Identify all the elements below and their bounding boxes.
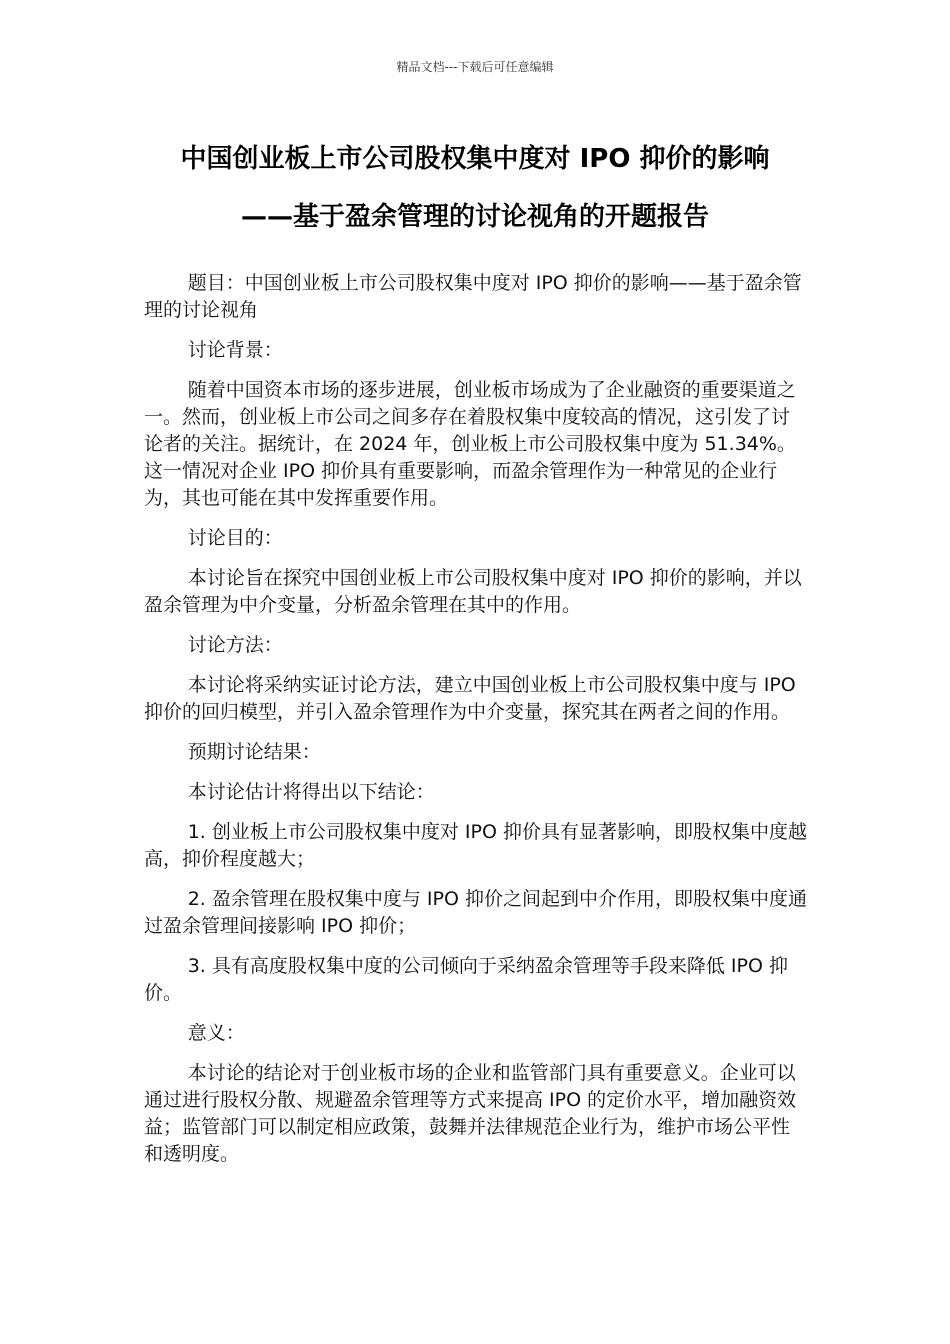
- paragraph-purpose: 本讨论旨在探究中国创业板上市公司股权集中度对 IPO 抑价的影响，并以盈余管理为中介变量，分析盈余管理在其中的作用。: [144, 567, 802, 616]
- paragraph-expected-intro: 本讨论估计将得出以下结论：: [187, 781, 435, 803]
- document-body: [144, 270, 808, 1181]
- document-title-line-1: 中国创业板上市公司股权集中度对 IPO 抑价的影响: [180, 144, 770, 174]
- paragraph-topic: 题目：中国创业板上市公司股权集中度对 IPO 抑价的影响——基于盈余管理的讨论视角: [144, 272, 802, 321]
- heading-method: 讨论方法：: [187, 634, 283, 656]
- heading-purpose: 讨论目的：: [187, 527, 283, 549]
- header-note: 精品文档---下载后可任意编辑: [396, 60, 554, 74]
- document-title-line-2: ——基于盈余管理的讨论视角的开题报告: [240, 202, 709, 232]
- paragraph-significance: 本讨论的结论对于创业板市场的企业和监管部门具有重要意义。企业可以通过进行股权分散、规避盈余管理等方式来提高 IPO 的定价水平，增加融资效益；监管部门可以制定相应政策，鼓舞并法律规范企业行为，维护市场公平性和透明度。: [144, 1062, 797, 1165]
- list-item-result-1: 1. 创业板上市公司股权集中度对 IPO 抑价具有显著影响，即股权集中度越高，抑价程度越大；: [144, 821, 807, 870]
- paragraph-background: 随着中国资本市场的逐步进展，创业板市场成为了企业融资的重要渠道之一。然而，创业板上市公司之间多存在着股权集中度较高的情况，这引发了讨论者的关注。据统计，在 2024 年，创业板上市公司股权集中度为 51.34%。这一情况对企业 IPO 抑价具有重要影响，而盈余管理作为一种常见的企业行为，其也可能在其中发挥重要作用。: [144, 379, 796, 509]
- paragraph-method: 本讨论将采纳实证讨论方法，建立中国创业板上市公司股权集中度与 IPO 抑价的回归模型，并引入盈余管理作为中介变量，探究其在两者之间的作用。: [144, 674, 796, 723]
- heading-expected-results: 预期讨论结果：: [187, 741, 321, 763]
- list-item-result-2: 2. 盈余管理在股权集中度与 IPO 抑价之间起到中介作用，即股权集中度通过盈余管理间接影响 IPO 抑价；: [144, 888, 807, 937]
- heading-background: 讨论背景：: [187, 339, 283, 361]
- heading-significance: 意义：: [187, 1022, 245, 1044]
- list-item-result-3: 3. 具有高度股权集中度的公司倾向于采纳盈余管理等手段来降低 IPO 抑价。: [144, 955, 788, 1004]
